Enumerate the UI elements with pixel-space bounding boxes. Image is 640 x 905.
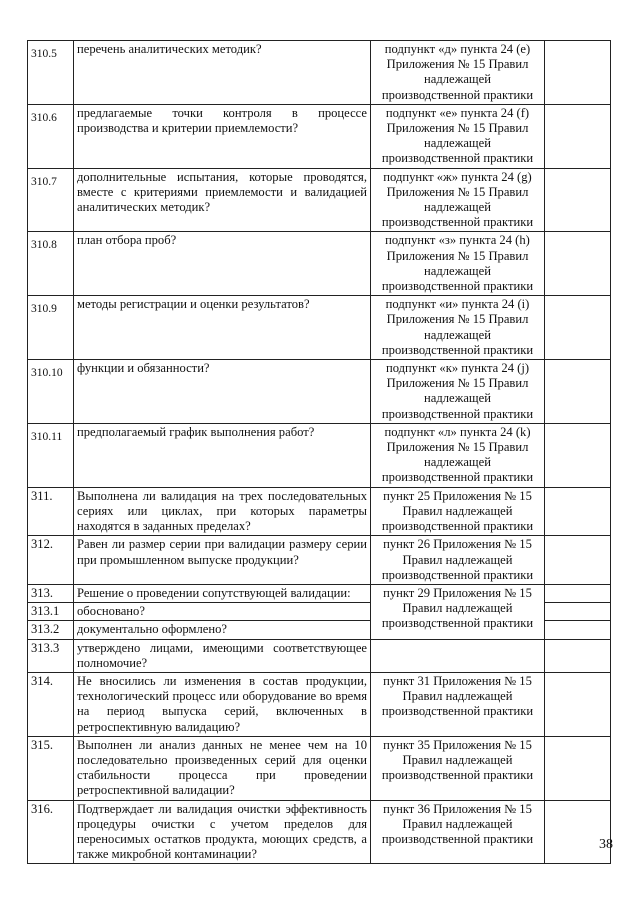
row-question: предполагаемый график выполнения работ? [74,423,371,487]
row-reference: подпункт «з» пункта 24 (h) Приложения № 15 Правил надлежащей производственной практики [371,232,545,296]
row-number: 310.11 [28,423,74,487]
row-question: методы регистрации и оценки результатов? [74,296,371,360]
table-row [28,639,611,672]
row-question: Не вносились ли изменения в состав продукции, технологический процесс или оборудование во время на период выпуска серий, включенных в ретроспективную валидацию? [74,672,371,736]
answer-cell[interactable] [545,639,611,672]
table-row [28,584,611,602]
row-number: 310.10 [28,360,74,424]
answer-cell[interactable] [545,168,611,232]
row-reference: подпункт «д» пункта 24 (e) Приложения № 15 Правил надлежащей производственной практики [371,41,545,105]
row-reference: подпункт «к» пункта 24 (j) Приложения № 15 Правил надлежащей производственной практики [371,360,545,424]
answer-cell[interactable] [545,536,611,585]
page-number: 38 [599,837,613,852]
row-reference: пункт 29 Приложения № 15 Правил надлежащей производственной практики [371,584,545,639]
row-question: предлагаемые точки контроля в процессе производства и критерии приемлемости? [74,104,371,168]
row-question: Подтверждает ли валидация очистки эффективность процедуры очистки с учетом пределов для переносимых остатков продукта, моющих средств, а также микробной контаминации? [74,800,371,864]
table-row [28,736,611,800]
row-number: 314. [28,672,74,736]
row-number: 316. [28,800,74,864]
row-reference: подпункт «ж» пункта 24 (g) Приложения № 15 Правил надлежащей производственной практики [371,168,545,232]
row-number: 310.5 [28,41,74,105]
row-reference [371,639,545,672]
row-question: обосновано? [74,603,371,621]
row-question: Выполнен ли анализ данных не менее чем на 10 последовательно произведенных серий для оценки стабильности процесса при проведении ретроспективной валидации? [74,736,371,800]
requirements-table [27,40,611,864]
row-reference: пункт 36 Приложения № 15 Правил надлежащей производственной практики [371,800,545,864]
answer-cell[interactable] [545,232,611,296]
row-reference: подпункт «и» пункта 24 (i) Приложения № 15 Правил надлежащей производственной практики [371,296,545,360]
row-question: документально оформлено? [74,621,371,639]
answer-cell[interactable] [545,423,611,487]
answer-cell[interactable] [545,360,611,424]
row-question: Равен ли размер серии при валидации размеру серии при промышленном выпуске продукции? [74,536,371,585]
row-question: дополнительные испытания, которые проводятся, вместе с критериями приемлемости и валидацией аналитических методик? [74,168,371,232]
table-row [28,168,611,232]
table-row [28,487,611,536]
answer-cell[interactable] [545,672,611,736]
row-question: Решение о проведении сопутствующей валидации: [74,584,371,602]
answer-cell[interactable] [545,736,611,800]
row-number: 310.8 [28,232,74,296]
table-row [28,360,611,424]
answer-cell[interactable] [545,296,611,360]
row-reference: пункт 31 Приложения № 15 Правил надлежащей производственной практики [371,672,545,736]
row-question: утверждено лицами, имеющими соответствующее полномочие? [74,639,371,672]
row-number: 313. [28,584,74,602]
answer-cell[interactable] [545,800,611,864]
answer-cell[interactable] [545,41,611,105]
row-question: функции и обязанности? [74,360,371,424]
answer-cell[interactable] [545,584,611,602]
table-row [28,800,611,864]
answer-cell[interactable] [545,621,611,639]
row-number: 310.9 [28,296,74,360]
table-row [28,104,611,168]
row-number: 311. [28,487,74,536]
row-question: перечень аналитических методик? [74,41,371,105]
answer-cell[interactable] [545,104,611,168]
table-row [28,41,611,105]
table-row [28,232,611,296]
row-number: 310.6 [28,104,74,168]
table-row [28,296,611,360]
row-number: 313.3 [28,639,74,672]
row-number: 313.2 [28,621,74,639]
row-reference: пункт 35 Приложения № 15 Правил надлежащей производственной практики [371,736,545,800]
answer-cell[interactable] [545,487,611,536]
row-reference: подпункт «е» пункта 24 (f) Приложения № 15 Правил надлежащей производственной практики [371,104,545,168]
row-number: 315. [28,736,74,800]
table-row [28,423,611,487]
row-reference: подпункт «л» пункта 24 (k) Приложения № 15 Правил надлежащей производственной практики [371,423,545,487]
row-number: 310.7 [28,168,74,232]
table-row [28,536,611,585]
row-number: 313.1 [28,603,74,621]
row-reference: пункт 25 Приложения № 15 Правил надлежащей производственной практики [371,487,545,536]
row-question: Выполнена ли валидация на трех последовательных сериях или циклах, при которых параметры находятся в заданных пределах? [74,487,371,536]
answer-cell[interactable] [545,603,611,621]
row-question: план отбора проб? [74,232,371,296]
row-reference: пункт 26 Приложения № 15 Правил надлежащей производственной практики [371,536,545,585]
table-row [28,672,611,736]
row-number: 312. [28,536,74,585]
